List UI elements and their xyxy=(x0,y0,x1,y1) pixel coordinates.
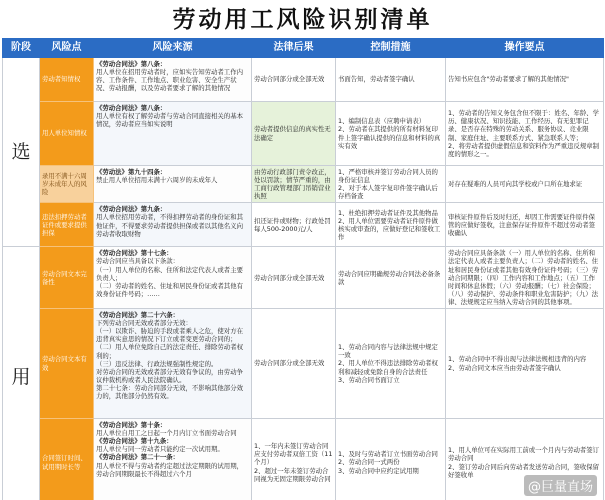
header-consequence: 法律后果 xyxy=(252,39,336,58)
header-operation: 操作要点 xyxy=(446,39,604,58)
operation-point-cell: 1、用人单位可在实际用工前或一个月内与劳动者签订劳动合同 2、签订劳动合同后向劳动者发送劳动合同，签收保留好签收单 xyxy=(446,419,604,500)
control-measure-cell: 1、及时与劳动者订立书面劳动合同 2、劳动合同一式两份 3、劳动合同中应约定试用期 xyxy=(336,419,446,500)
source-line: （二）用人单位免除自己的法定责任、排除劳动者权利的； xyxy=(96,343,243,360)
risk-source-cell xyxy=(94,309,252,419)
source-line: （一）用人单位的名称、住所和法定代表人或者主要负责人； xyxy=(96,265,243,282)
stage-cell: 选 xyxy=(3,58,40,247)
legal-consequence-cell: 扣还证件或财物；行政处罚每人500-2000元/人 xyxy=(252,203,336,247)
source-line: 《劳动合同法》第十九条： xyxy=(96,437,173,446)
risk-source-cell xyxy=(94,203,252,247)
stage-cell: 用 xyxy=(3,247,40,500)
risk-point-cell: 录用不满十六周岁未成年人的风险 xyxy=(40,166,94,203)
header-row xyxy=(3,39,604,58)
source-line: 《劳动合同法》第八条： xyxy=(96,104,167,112)
source-line: 用人单位招用劳动者，不得扣押劳动者的身份证和其他证件，不得要求劳动者提供担保或者以其他名义向劳动者收取财物 xyxy=(96,213,243,238)
operation-point-cell: 1、劳动合同中不得出现与法律法规相违背的内容 2、劳动合同文本应当由劳动者签字确认 xyxy=(446,309,604,419)
header-control: 控制措施 xyxy=(336,39,446,58)
legal-consequence-cell: 劳动合同部分或全部无效 xyxy=(252,58,336,102)
source-line: 用人单位自用工之日起一个月内订立书面劳动合同 xyxy=(96,429,237,438)
table-body xyxy=(3,58,604,500)
control-measure-cell: 劳动合同应明确规劳动合同法必备条款 xyxy=(336,247,446,309)
table-row xyxy=(3,58,604,102)
source-line: 第二十七条：劳动合同部分无效，不影响其他部分效力的，其他部分仍然有效。 xyxy=(96,383,243,400)
source-line: （二）劳动者的姓名、住址和居民身份证或者其他有效身份证件号码；…… xyxy=(96,281,243,298)
source-line: 用人单位在招用劳动者时，应如实告知劳动者工作内容、工作条件、工作地点、职业危害、安全生产状况、劳动报酬，以及劳动者要求了解的其他情况 xyxy=(96,68,243,93)
source-line: 劳动合同应当具备以下条款： xyxy=(96,257,180,266)
table-row xyxy=(3,309,604,419)
header-source: 风险来源 xyxy=(94,39,252,58)
risk-source-cell xyxy=(94,419,252,500)
risk-point-cell: 劳动者知情权 xyxy=(40,58,94,102)
legal-consequence-cell: 由劳动行政部门责令改正，处以罚款；情节严重的，由工商行政管理部门吊销营业执照 xyxy=(252,166,336,203)
risk-table xyxy=(2,38,604,500)
control-measure-cell: 1、编制信息表（应聘申请表） 2、劳动者在其提供的所有材料复印件上签字确认提供的信息和材料的真实有效 xyxy=(336,102,446,166)
operation-point-cell: 劳动合同应具备条款（一）用人单位的名称、住所和法定代表人或者主要负责人；（二）劳动者的姓名、住址和居民身份证或者其他有效身份证件号码；（三）劳动合同期限；（四）工作内容和工作地点；（五）工作时间和休息休假；（六）劳动报酬；（七）社会保险；（八）劳动保护、劳动条件和职业危害防护；（九）法律、法规规定应当纳入劳动合同的其他事项。 xyxy=(446,247,604,309)
risk-point-cell: 用人单位知情权 xyxy=(40,102,94,166)
source-line: 用人单位与同一劳动者只能约定一次试用期。 xyxy=(96,445,224,454)
operation-point-cell: 审核证件原件后及时归还，却因工作需要证件原件保管的应做好签收，注意保存证件原件不超过劳动者签收确认 xyxy=(446,203,604,247)
legal-consequence-cell: 劳动合同部分或全部无效 xyxy=(252,309,336,419)
table-row xyxy=(3,247,604,309)
source-line: 用人单位不得与劳动者约定超过法定期限的试用期，劳动合同期限最长不得超过六个月 xyxy=(96,461,243,478)
header-stage: 阶段 xyxy=(3,39,40,58)
control-measure-cell: 1、劳动合同内容与法律法规中规定一致 2、用人单位不得违法排除劳动者权利和减轻或免除自身的合法责任 3、劳动合同书面订立 xyxy=(336,309,446,419)
control-measure-cell: 1、严格审核并签订劳动合同人员的身份证信息 2、对于本人签字复印件签字确认后存档备查 xyxy=(336,166,446,203)
page-title: 劳动用工风险识别清单 xyxy=(172,7,433,33)
legal-consequence-cell: 劳动合同部分或全部无效 xyxy=(252,247,336,309)
source-line: （三）违反法律、行政法规强制性规定的。 xyxy=(96,359,218,368)
source-line: 禁止用人单位招用未满十六周岁的未成年人 xyxy=(96,176,218,185)
table-row xyxy=(3,419,604,500)
operation-point-cell: 告知书应包含"劳动者要求了解的其他情况" xyxy=(446,58,604,102)
risk-point-cell: 劳动合同文本有效 xyxy=(40,309,94,419)
table-row xyxy=(3,102,604,166)
source-line: 《劳动合同法》第十条： xyxy=(96,421,167,430)
source-line: 《劳动法》第九十四条： xyxy=(96,168,167,176)
legal-consequence-cell: 1、一年内未签订劳动合同应支付劳动者双倍工资（11个月） 2、超过一年未签订劳动合同视为无固定期限劳动合同 xyxy=(252,419,336,500)
risk-point-cell: 违法扣押劳动者证件或要求提供担保 xyxy=(40,203,94,247)
legal-consequence-cell: 劳动者提供信息的真实性无法确定 xyxy=(252,102,336,166)
source-line: 《劳动合同法》第十七条： xyxy=(96,249,173,258)
table-row xyxy=(3,166,604,203)
source-line: 下列劳动合同无效或者部分无效： xyxy=(96,319,192,328)
risk-source-cell xyxy=(94,166,252,203)
source-line: 《劳动合同法》第二十六条： xyxy=(96,311,180,320)
source-line: 《劳动合同法》第二十一条： xyxy=(96,453,180,462)
source-line: 《劳动合同法》第九条： xyxy=(96,205,167,214)
source-line: 《劳动合同法》第八条： xyxy=(96,60,167,68)
source-line: 用人单位有权了解劳动者与劳动合同直接相关的基本情况，劳动者应当如实说明 xyxy=(96,112,243,129)
operation-point-cell: 1、劳动者的告知义务包含但不限于：姓名、年龄、学历、健康状况、知识技能、工作经历、有无犯罪记录、是否存在特殊的劳动关系、服务协议、竞业限制、家庭住址、主要联系方式、紧急联系人等； 2、将劳动者提供虚假信息和资料作为严重违反规章制度的情形之一。 xyxy=(446,102,604,166)
operation-point-cell: 对存在疑难的人员可向其学校或户口所在地求证 xyxy=(446,166,604,203)
header-risk: 风险点 xyxy=(40,39,94,58)
risk-point-cell: 劳动合同文本完备性 xyxy=(40,247,94,309)
control-measure-cell: 书面告知，劳动者签字确认 xyxy=(336,58,446,102)
watermark: @巨量直场 xyxy=(524,475,597,496)
risk-point-cell: 合同签订时间、试用期时长等 xyxy=(40,419,94,500)
risk-source-cell xyxy=(94,102,252,166)
source-line: （一）以欺诈、胁迫的手段或者乘人之危，使对方在违背真实意思的情况下订立或者变更劳动合同的； xyxy=(96,327,243,344)
table-row xyxy=(3,203,604,247)
control-measure-cell: 1、杜绝扣押劳动者证件及其他物品 2、用人单位需要劳动者证件原件做核实或审查的，应做好登记和签收工作 xyxy=(336,203,446,247)
risk-source-cell xyxy=(94,58,252,102)
source-line: 对劳动合同的无效或者部分无效有争议的，由劳动争议仲裁机构或者人民法院确认。 xyxy=(96,367,243,384)
risk-source-cell xyxy=(94,247,252,309)
